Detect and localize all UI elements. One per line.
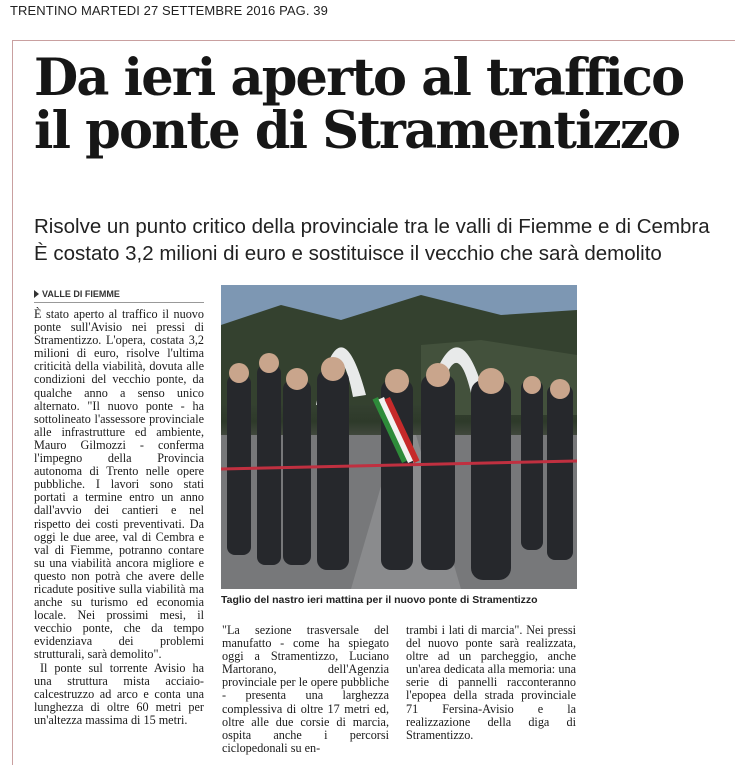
subheadline-line-2: È costato 3,2 milioni di euro e sostituisce il vecchio che sarà demolito — [34, 242, 662, 265]
article-column-3 — [406, 624, 576, 742]
ribbon-cutting-photo — [221, 285, 577, 589]
article-column-2 — [222, 624, 389, 755]
triangle-marker-icon — [34, 290, 39, 298]
headline-line-1: Da ieri aperto al traffico — [34, 48, 684, 108]
section-tag-label: VALLE DI FIEMME — [42, 289, 120, 299]
article-paragraph-1: È stato aperto al traffico il nuovo ponte sull'Avisio nei pressi di Stramentizzo. L'opera, costata 3,2 milioni di euro, risolve l'ultima criticità della viabilità, dovuta alle condizioni del vecchio ponte, da qualche anno a senso unico alternato. "Il nuovo ponte - ha sottolineato l'assessore provinciale alle infrastrutture ed ambiente, Mauro Gilmozzi - conferma l'impegno della Provincia autonoma di Trento nelle opere pubbliche. I lavori sono stati portati a termine entro un anno dall'avvio dei cantieri e nel rispetto dei costi preventivati. Da oggi le due aree, val di Cembra e val di Fiemme, potranno contare su una viabilità ancora migliore e questo non potrà che avere delle ricadute positive sulla viabilità ma anche su turismo ed economia locale. Nei prossimi mesi, il vecchio ponte, che da tempo evidenziava dei problemi strutturali, sarà demolito". — [34, 307, 204, 662]
subheadline-line-1: Risolve un punto critico della provinciale tra le valli di Fiemme e di Cembra — [34, 215, 710, 238]
photo-caption: Taglio del nastro ieri mattina per il nuovo ponte di Stramentizzo — [221, 594, 538, 606]
photo-illustration — [221, 285, 577, 589]
article-paragraph-4: trambi i lati di marcia". Nei pressi del nuovo ponte sarà realizzata, oltre ad un parcheggio, anche un'area dedicata alla memoria: una serie di pannelli racconteranno l'epopea della strada provinciale 71 Fersina-Avisio e la realizzazione della diga di Stramentizzo. — [406, 623, 576, 742]
subheadline — [34, 213, 734, 267]
masthead: TRENTINO MARTEDI 27 SETTEMBRE 2016 PAG. 39 — [10, 3, 328, 18]
section-tag — [34, 289, 120, 299]
headline-line-2: il ponte di Stramentizzo — [34, 101, 680, 161]
headline — [34, 48, 734, 161]
article-paragraph-3: "La sezione trasversale del manufatto - come ha spiegato oggi a Stramentizzo, Luciano Martorano, dell'Agenzia provinciale per le opere pubbliche - presenta una larghezza complessiva di oltre 17 metri ed, oltre alle due corsie di marcia, ospita anche i percorsi ciclopedonali su en- — [222, 623, 389, 755]
section-rule — [34, 302, 204, 303]
article-column-1 — [34, 308, 204, 727]
article-paragraph-2: Il ponte sul torrente Avisio ha una struttura mista acciaio-calcestruzzo ad arco e conta una lunghezza di oltre 60 metri per un'altezza massima di 15 metri. — [34, 660, 204, 727]
